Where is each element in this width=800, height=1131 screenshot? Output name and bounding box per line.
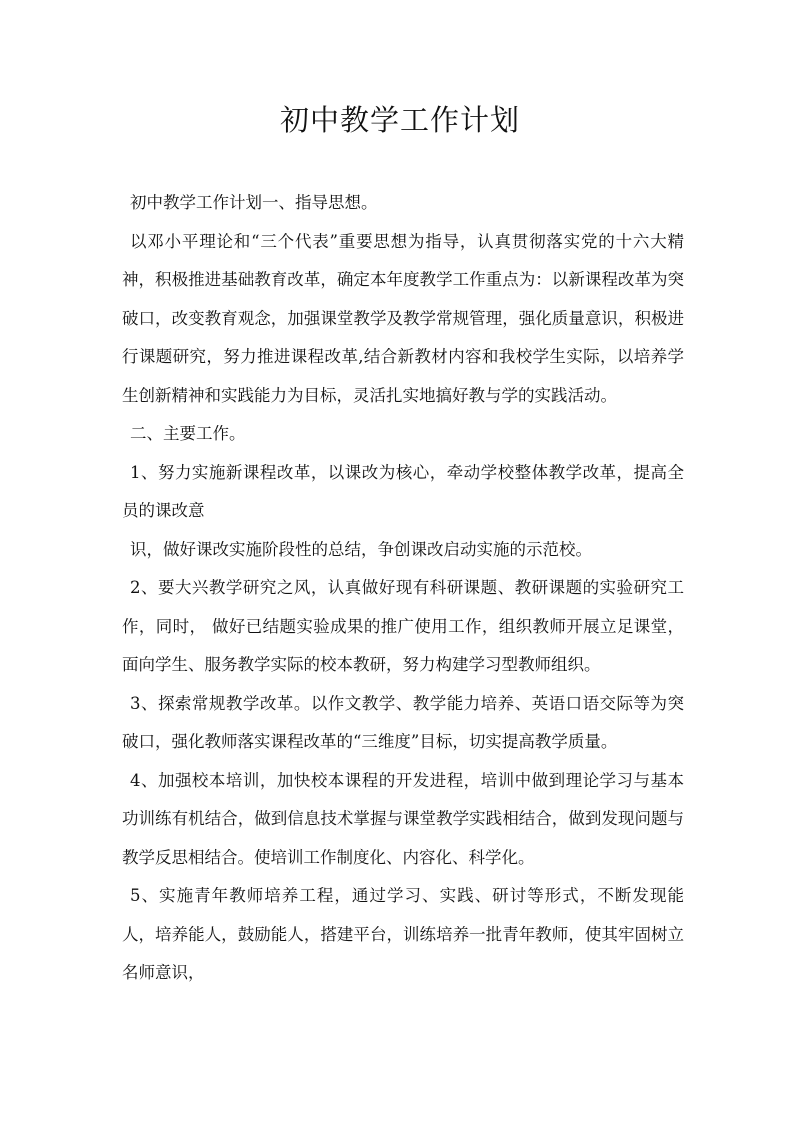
paragraph-item-1: 1、努力实施新课程改革，以课改为核心，牵动学校整体教学改革，提高全员的课改意 <box>122 462 684 520</box>
paragraph-item-4: 4、加强校本培训，加快校本课程的开发进程，培训中做到理论学习与基本功训练有机结合，做到信息技术掌握与课堂教学实践相结合，做到发现问题与教学反思相结合。使培训工作制度化、内容化、科学化。 <box>122 770 684 867</box>
paragraph-item-1-continued: 识，做好课改实施阶段性的总结，争创课改启动实施的示范校。 <box>130 539 592 559</box>
paragraph-item-3: 3、探索常规教学改革。以作文教学、教学能力培养、英语口语交际等为突破口，强化教师落实课程改革的“三维度”目标，切实提高教学质量。 <box>122 693 684 751</box>
paragraph-item-5: 5、实施青年教师培养工程，通过学习、实践、研讨等形式，不断发现能人，培养能人，鼓励能人，搭建平台，训练培养一批青年教师，使其牢固树立名师意识， <box>122 886 684 982</box>
paragraph-item-2: 2、要大兴教学研究之风，认真做好现有科研课题、教研课题的实验研究工作，同时， 做好已结题实验成果的推广使用工作，组织教师开展立足课堂，面向学生、服务教学实际的校本教研，努力构建学习型教师组织。 <box>122 578 684 674</box>
paragraph-main-work-heading: 二、主要工作。 <box>130 424 246 443</box>
document-body <box>122 184 684 993</box>
paragraph-guiding-ideology: 以邓小平理论和“三个代表”重要思想为指导，认真贯彻落实党的十六大精神，积极推进基础教育改革，确定本年度教学工作重点为：以新课程改革为突破口，改变教育观念，加强课堂教学及教学常规管理，强化质量意识，积极进行课题研究，努力推进课程改革,结合新教材内容和我校学生实际，以培养学生创新精神和实践能力为目标，灵活扎实地搞好教与学的实践活动。 <box>122 231 684 405</box>
paragraph-guiding-ideology-heading: 初中教学工作计划一、指导思想。 <box>130 193 378 212</box>
document-title: 初中教学工作计划 <box>279 103 520 137</box>
